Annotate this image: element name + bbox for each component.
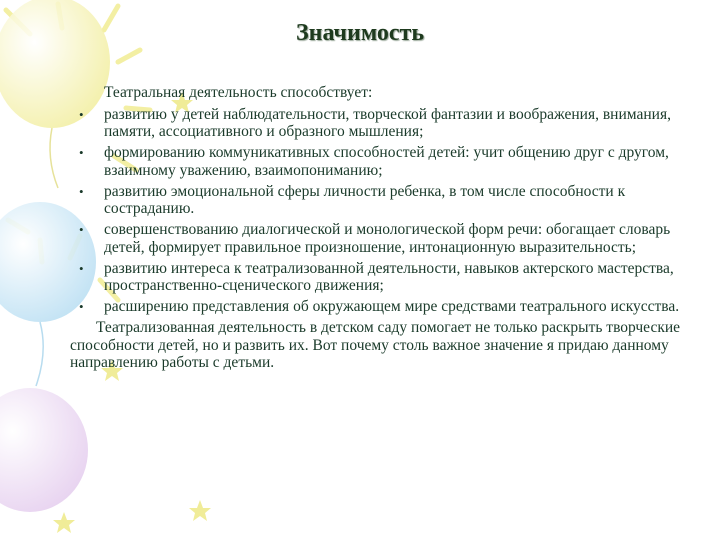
slide-body [70,84,688,372]
list-item-text: формированию коммуникативных способностей детей: учит общению друг с другом, взаимному уважению, взаимопониманию; [104,144,669,179]
bullet-icon: • [79,183,84,199]
bullet-list [76,106,688,316]
list-item-text: развитию интереса к театрализованной деятельности, навыков актерского мастерства, пространственно-сценического движения; [104,259,674,294]
slide-title: Значимость [295,20,425,46]
conclusion-text: Театрализованная деятельность в детском саду помогает не только раскрыть творческие способности детей, но и развить их. Вот почему столь важное значение я придаю данному направлению работы с детьми. [70,319,681,371]
list-item [76,298,688,316]
bullet-icon: • [79,260,84,276]
list-item [76,221,688,256]
bullet-icon: • [79,145,84,160]
list-item [76,144,688,179]
list-item [76,260,688,295]
list-item [76,183,688,218]
list-item-text: совершенствованию диалогической и монологической форм речи: обогащает словарь детей, формирует правильное произношение, интонационную выразительность; [104,221,671,256]
list-item-text: развитию у детей наблюдательности, творческой фантазии и воображения, внимания, памяти, ассоциативного и образного мышления; [104,105,671,140]
balloon-purple-icon [0,388,88,512]
bullet-icon: • [79,106,84,122]
intro-text: Театральная деятельность способствует: [104,84,373,101]
list-item-text: расширению представления об окружающем мире средствами театрального искусства. [104,298,680,315]
bullet-icon: • [79,299,84,314]
list-item-text: развитию эмоциональной сферы личности ребенка, в том числе способности к состраданию. [104,182,626,217]
list-item [76,106,688,141]
bullet-icon: • [79,222,84,237]
